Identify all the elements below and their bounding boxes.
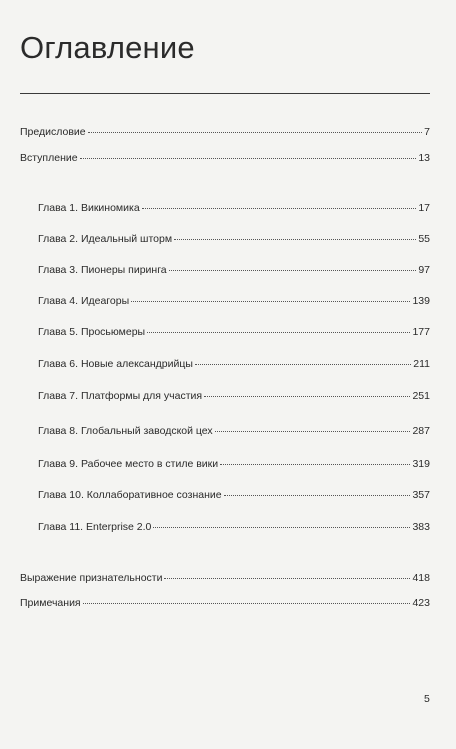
toc-entry-page: 139 [412, 295, 430, 307]
dot-leader [80, 157, 417, 159]
dot-leader [174, 238, 416, 240]
dot-leader [131, 300, 410, 302]
toc-entry-page: 383 [412, 521, 430, 533]
toc-entry-chapter[interactable] [38, 233, 430, 247]
toc-entry-label: Глава 2. Идеальный шторм [38, 233, 173, 245]
toc-entry-label: Глава 9. Рабочее место в стиле вики [38, 458, 219, 470]
toc-entry-chapter[interactable] [38, 425, 430, 439]
toc-entry-label: Глава 11. Enterprise 2.0 [38, 521, 152, 533]
dot-leader [153, 526, 410, 528]
toc-entry-chapter[interactable] [38, 489, 430, 503]
toc-entry-chapter[interactable] [38, 264, 430, 278]
toc-entry-introduction[interactable] [20, 152, 430, 166]
toc-entry-chapter[interactable] [38, 521, 430, 535]
page-number: 5 [424, 693, 430, 705]
toc-entry-chapter[interactable] [38, 390, 430, 404]
toc-entry-page: 423 [412, 597, 430, 609]
toc-entry-page: 55 [418, 233, 430, 245]
dot-leader [83, 602, 411, 604]
toc-entry-chapter[interactable] [38, 295, 430, 309]
dot-leader [220, 463, 410, 465]
page-title: Оглавление [20, 30, 195, 65]
toc-entry-label: Глава 4. Идеагоры [38, 295, 130, 307]
toc-entry-label: Глава 10. Коллаборативное сознание [38, 489, 222, 501]
dot-leader [164, 577, 410, 579]
dot-leader [142, 207, 417, 209]
toc-entry-page: 287 [412, 425, 430, 437]
toc-entry-acknowledgments[interactable] [20, 572, 430, 586]
toc-entry-chapter[interactable] [38, 358, 430, 372]
toc-entry-chapter[interactable] [38, 326, 430, 340]
dot-leader [169, 269, 417, 271]
toc-entry-page: 319 [412, 458, 430, 470]
toc-entry-page: 13 [418, 152, 430, 164]
toc-entry-label: Глава 6. Новые александрийцы [38, 358, 193, 370]
toc-entry-chapter[interactable] [38, 458, 430, 472]
toc-entry-chapter[interactable] [38, 202, 430, 216]
toc-entry-label: Глава 8. Глобальный заводской цех [38, 425, 213, 437]
toc-entry-page: 17 [418, 202, 430, 214]
toc-entry-page: 418 [412, 572, 430, 584]
toc-entry-label: Глава 1. Викиномика [38, 202, 140, 214]
dot-leader [215, 430, 411, 432]
dot-leader [204, 395, 410, 397]
toc-entry-label: Примечания [20, 597, 81, 609]
title-divider [20, 93, 430, 94]
toc-entry-page: 177 [412, 326, 430, 338]
toc-entry-label: Выражение признательности [20, 572, 163, 584]
dot-leader [195, 363, 411, 365]
toc-entry-page: 211 [413, 358, 430, 370]
toc-entry-label: Глава 5. Просьюмеры [38, 326, 146, 338]
dot-leader [147, 331, 410, 333]
toc-entry-label: Предисловие [20, 126, 86, 138]
toc-entry-label: Глава 7. Платформы для участия [38, 390, 203, 402]
toc-entry-notes[interactable] [20, 597, 430, 611]
dot-leader [88, 131, 423, 133]
toc-entry-page: 357 [412, 489, 430, 501]
toc-entry-page: 7 [424, 126, 430, 138]
toc-entry-label: Вступление [20, 152, 78, 164]
dot-leader [224, 494, 411, 496]
toc-entry-page: 97 [418, 264, 430, 276]
toc-entry-page: 251 [412, 390, 430, 402]
toc-entry-label: Глава 3. Пионеры пиринга [38, 264, 167, 276]
toc-entry-preface[interactable] [20, 126, 430, 140]
